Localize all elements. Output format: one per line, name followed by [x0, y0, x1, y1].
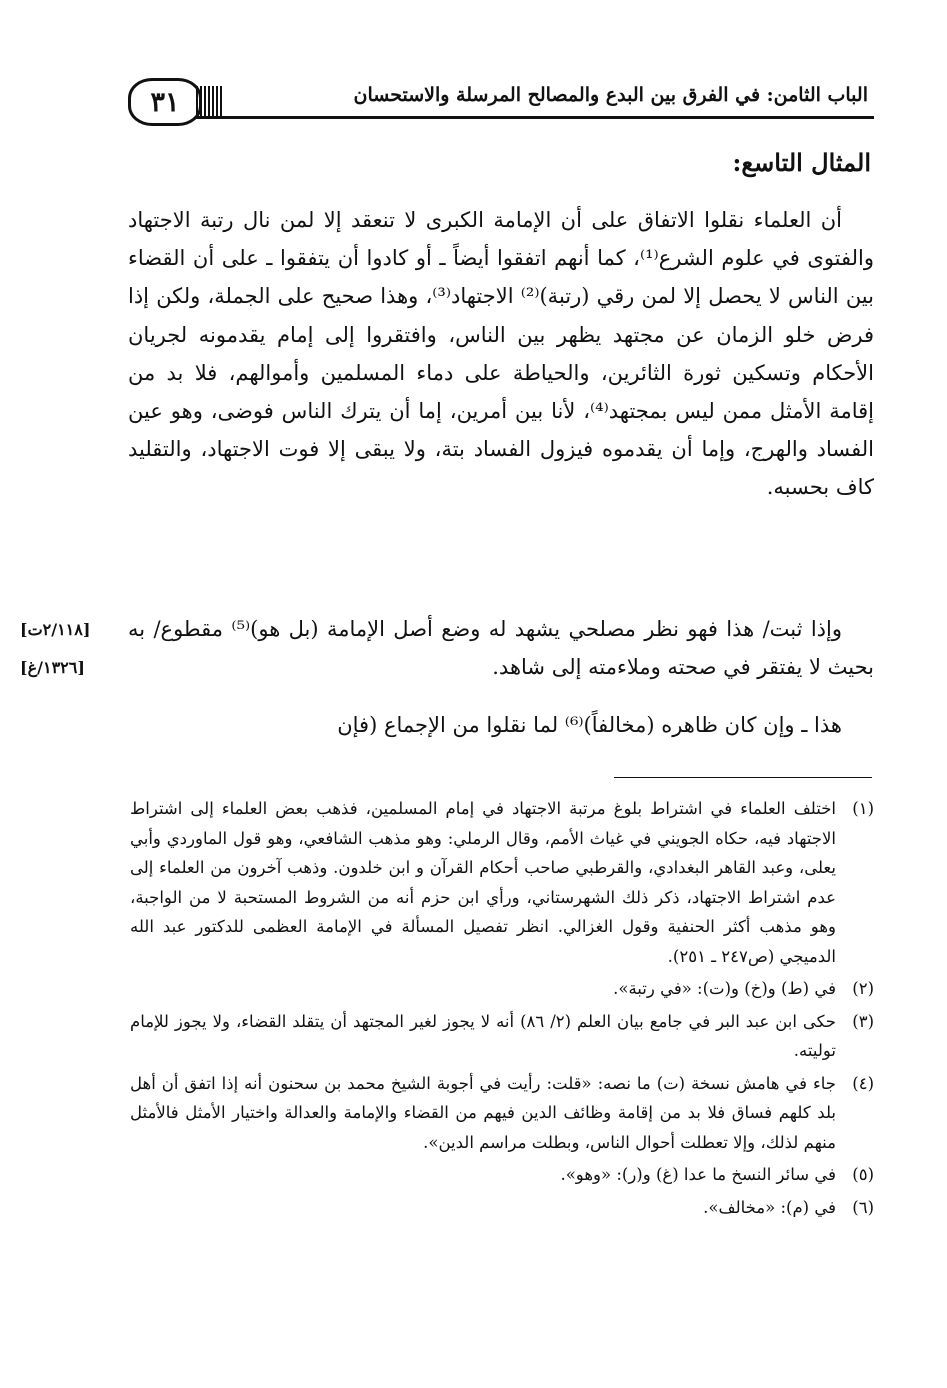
footnote-number: (٤) — [852, 1073, 874, 1093]
footnote-text: حكى ابن عبد البر في جامع بيان العلم (٢/ ٨٦) أنه لا يجوز لغير المجتهد أن يتقلد القضاء، ولا يجوز للإمام توليته. — [130, 1011, 836, 1060]
header-ornament — [196, 86, 222, 118]
footnote-separator — [614, 777, 872, 778]
footnote-5 — [130, 1160, 874, 1190]
footnote-text: في (م): «مخالف». — [703, 1197, 836, 1217]
margin-reference-2: [١٣٢٦/غ] — [20, 658, 85, 677]
footnote-number: (١) — [852, 799, 874, 818]
footnote-text: في سائر النسخ ما عدا (غ) و(ر): «وهو». — [560, 1165, 836, 1184]
footnote-4 — [130, 1069, 874, 1158]
paragraph-3-text: هذا ـ وإن كان ظاهره (مخالفاً)⁽⁶⁾ لما نقلوا من الإجماع (فإن — [337, 713, 842, 737]
footnote-2 — [130, 974, 874, 1004]
footnote-6 — [130, 1193, 874, 1223]
footnote-number: (٦) — [852, 1197, 874, 1217]
footnote-1 — [130, 794, 874, 971]
page-number-badge — [128, 78, 202, 126]
footnote-text: جاء في هامش نسخة (ت) ما نصه: «قلت: رأيت في أجوبة الشيخ محمد بن سحنون أنه إذا اتفق أن أهل بلد كلهم فساق فلا بد من إقامة وظائف الدين فيهم من القضاء والإمامة والعدالة واختيار الأمثل فالأمثل منهم لذلك، وإلا تعطلت أحوال الناس، وبطلت مراسم الدين». — [130, 1073, 836, 1152]
footnote-text: اختلف العلماء في اشتراط بلوغ مرتبة الاجتهاد في إمام المسلمين، فذهب بعض العلماء إلى اشتراط الاجتهاد فيه، حكاه الجويني في غياث الأمم، وقال الرملي: وهو مذهب الشافعي، وهو قول الماوردي وأبي يعلى، وعبد القاهر البغدادي، والقرطبي صاحب أحكام القرآن و ابن خلدون. وذهب آخرون من العلماء إلى عدم اشتراط الاجتهاد، ذكر ذلك الشهرستاني، ورأي ابن حزم أنه من الشروط المستحبة لا من الواجبة، وهو مذهب أكثر الحنفية وقول الغزالي. انظر تفصيل المسألة في الإمامة العظمى للدكتور عبد الله الدميجي (ص٢٤٧ ـ ٢٥١). — [130, 799, 836, 966]
running-header — [128, 70, 874, 126]
paragraph-2 — [128, 610, 874, 686]
footnote-text: في (ط) و(خ) و(ت): «في رتبة». — [613, 979, 836, 998]
footnote-3 — [130, 1007, 874, 1066]
paragraph-3 — [128, 706, 874, 744]
chapter-title: الباب الثامن: في الفرق بين البدع والمصالح المرسلة والاستحسان — [353, 84, 868, 106]
footnotes — [130, 794, 874, 1225]
paragraph-2-text: وإذا ثبت/ هذا فهو نظر مصلحي يشهد له وضع أصل الإمامة (بل هو)⁽⁵⁾ مقطوع/ به بحيث لا يفتقر في صحته وملاءمته إلى شاهد. — [128, 617, 874, 680]
footnote-number: (٢) — [852, 979, 874, 998]
footnote-number: (٣) — [852, 1011, 874, 1031]
section-heading: المثال التاسع: — [732, 148, 871, 177]
paragraph-1 — [128, 201, 874, 507]
footnote-number: (٥) — [852, 1165, 874, 1184]
page-number: ٣١ — [150, 86, 180, 118]
header-rule — [188, 116, 874, 119]
paragraph-1-text: أن العلماء نقلوا الاتفاق على أن الإمامة الكبرى لا تنعقد إلا لمن نال رتبة الاجتهاد والفتوى في علوم الشرع⁽¹⁾، كما أنهم اتفقوا أيضاً ـ أو كادوا أن يتفقوا ـ على أن القضاء بين الناس لا يحصل إلا لمن رقي (رتبة)⁽²⁾ الاجتهاد⁽³⁾، وهذا صحيح على الجملة، ولكن إذا فرض خلو الزمان عن مجتهد يظهر بين الناس، وافتقروا إلى إمام يقدمونه لجريان الأحكام وتسكين ثورة الثائرين، والحياطة على دماء المسلمين وأموالهم، فلا بد من إقامة الأمثل ممن ليس بمجتهد⁽⁴⁾، لأنا بين أمرين، إما أن يترك الناس فوضى، وهو عين الفساد والهرج، وإما أن يقدموه فيزول الفساد بتة، ولا يبقى إلا فوت الاجتهاد، والتقليد كاف بحسبه. — [128, 208, 875, 500]
margin-reference-1: [٢/١١٨ت] — [20, 620, 91, 639]
